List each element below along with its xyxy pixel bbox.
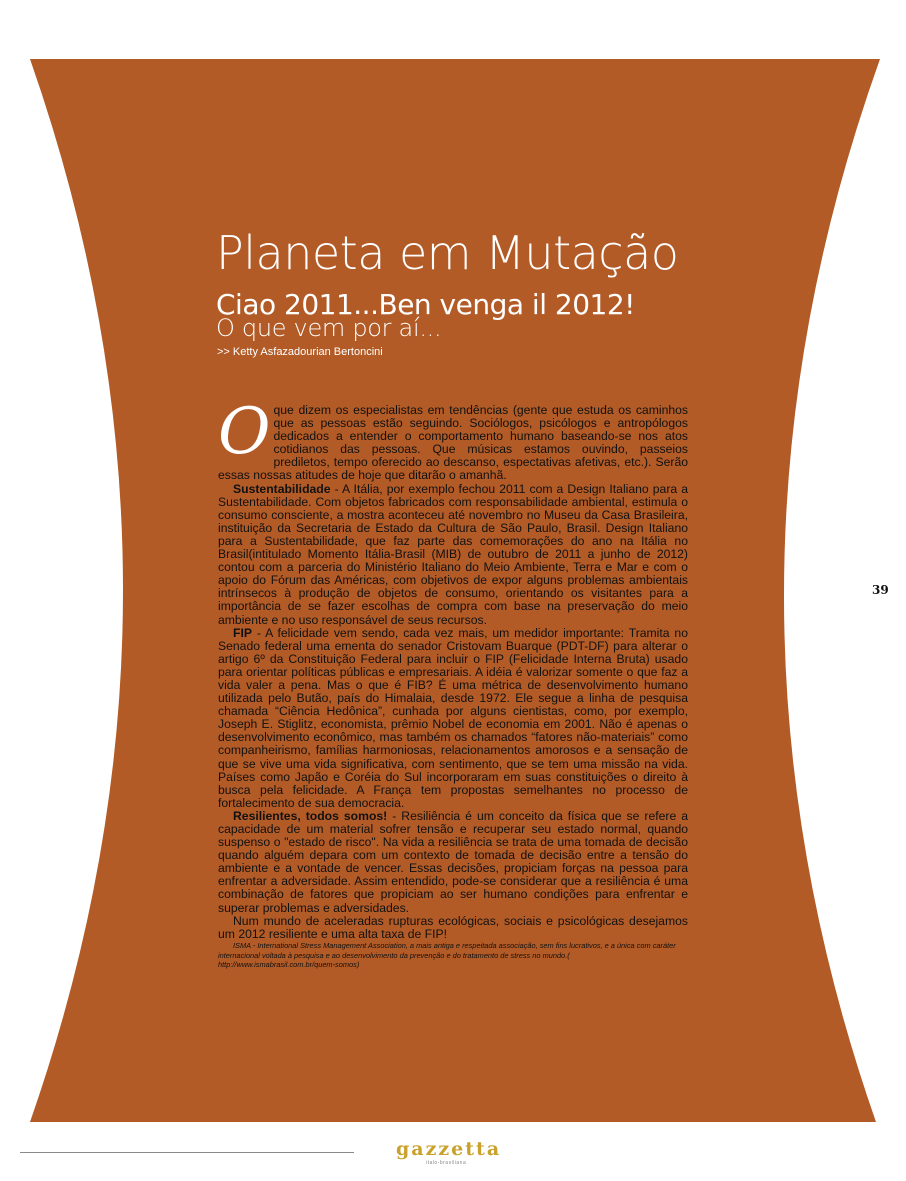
section-text: - Resiliência é um conceito da física que se refere a capacidade de um material sofrer tensão e recuperar seu estado normal, quando suspenso o "estado de risco". Na vida a resiliência se trata de uma tomada de decisão quando alguém depara com um contexto de tomada de decisão entre a tensão do ambiente e a vontade de vencer. Essas decisões, propiciam forças na pessoa para enfrentar a adversidade. Assim entendido, pode-se considerar que a resiliência é uma combinação de fatores que propiciam ao ser humano condições para enfrentar e superar problemas e adversidades. bbox=[218, 808, 688, 915]
article-intro bbox=[218, 395, 688, 483]
logo-tagline: italo-brasiliana bbox=[426, 1160, 467, 1166]
byline: >> Ketty Asfazadourian Bertoncini bbox=[217, 346, 383, 358]
section-title: Planeta em Mutação bbox=[216, 226, 679, 280]
article-section-resilientes bbox=[218, 810, 688, 915]
drop-cap: O bbox=[218, 395, 271, 469]
article-body bbox=[218, 395, 688, 970]
article-closing: Num mundo de aceleradas rupturas ecológicas, sociais e psicológicas desejamos um 2012 resiliente e uma alta taxa de FIP! bbox=[218, 913, 688, 941]
section-heading: Sustentabilidade bbox=[233, 481, 331, 496]
article-section-fip bbox=[218, 627, 688, 810]
intro-text: que dizem os especialistas em tendências (gente que estuda os caminhos que as pessoas estão seguindo. Sociólogos, psicólogos e antropólogos dedicados a entender o comportamento humano baseando-se nos atos cotidianos das pessoas. Que músicas estamos ouvindo, passeios prediletos, tempo oferecido ao descanso, espectativas afetivas, etc.). Serão essas nossas atitudes de hoje que ditarão o amanhã. bbox=[218, 403, 688, 483]
section-text: - A felicidade vem sendo, cada vez mais, um medidor importante: Tramita no Senado federal uma ementa do senador Cristovam Buarque (PDT-DF) para alterar o artigo 6º da Constituição Federal para incluir o FIP (Felicidade Interna Bruta) usado para orientar políticas públicas e empresariais. A idéia é valorizar somente o que faz a vida valer a pena. Mas o que é FIB? É uma métrica de desenvolvimento humano utilizada pelo Butão, país do Himalaia, desde 1972. Ele segue a linha de pesquisa chamada “Ciência Hedônica”, cunhada por alguns cientistas, como, por exemplo, Joseph E. Stiglitz, economista, prêmio Nobel de economia em 2001. Não é apenas o desenvolvimento econômico, mas também os chamados “fatores não-materiais” como companheirismo, famílias harmoniosas, relacionamentos amorosos e a sensação de que se vive uma vida significativa, com sentimento, que se tem uma missão na vida. Países como Japão e Coréia do Sul incorporaram em suas constituições o direito à busca pela felicidade. A França tem propostas semelhantes no processo de fortalecimento de sua democracia. bbox=[218, 625, 688, 810]
section-text: - A Itália, por exemplo fechou 2011 com a Design Italiano para a Sustentabilidade. Com objetos fabricados com responsabilidade ambiental, estimula o consumo consciente, a mostra aconteceu até novembro no Museu da Casa Brasileira, instituição da Secretaria de Estado da Cultura de São Paulo, Brasil. Design Italiano para a Sustentabilidade, que faz parte das comemorações do ano na Itália no Brasil(intitulado Momento Itália-Brasil (MIB) de outubro de 2011 a junho de 2012) contou com a parceria do Ministério Italiano do Meio Ambiente, Terra e Mar e com o apoio do Fórum das Américas, com objetivos de expor alguns problemas ambientais intrínsecos à produção de objetos de consumo, orientando os visitantes para a importância de se fazer escolhas de compra com base na preservação do meio ambiente e no uso responsável de seus recursos. bbox=[218, 481, 688, 627]
logo-text: gazzetta bbox=[396, 1138, 502, 1160]
gazzetta-logo bbox=[396, 1138, 512, 1168]
headline: Ciao 2011...Ben venga il 2012! bbox=[216, 288, 635, 321]
footer-divider bbox=[20, 1152, 354, 1153]
article-section-sustentabilidade bbox=[218, 483, 688, 627]
section-heading: Resilientes, todos somos! bbox=[233, 808, 388, 823]
footnote: ISMA - International Stress Management Association, a mais antiga e respeitada associação, sem fins lucrativos, e a única com caráter internacional voltada à pesquisa e ao desenvolvimento da prevenção e do tratamento de stress no mundo.( http://www.ismabrasil.com.br/quem-somos) bbox=[218, 940, 676, 970]
page-number: 39 bbox=[872, 583, 889, 597]
subheadline: O que vem por aí... bbox=[216, 314, 442, 342]
section-heading: FIP bbox=[233, 625, 252, 640]
